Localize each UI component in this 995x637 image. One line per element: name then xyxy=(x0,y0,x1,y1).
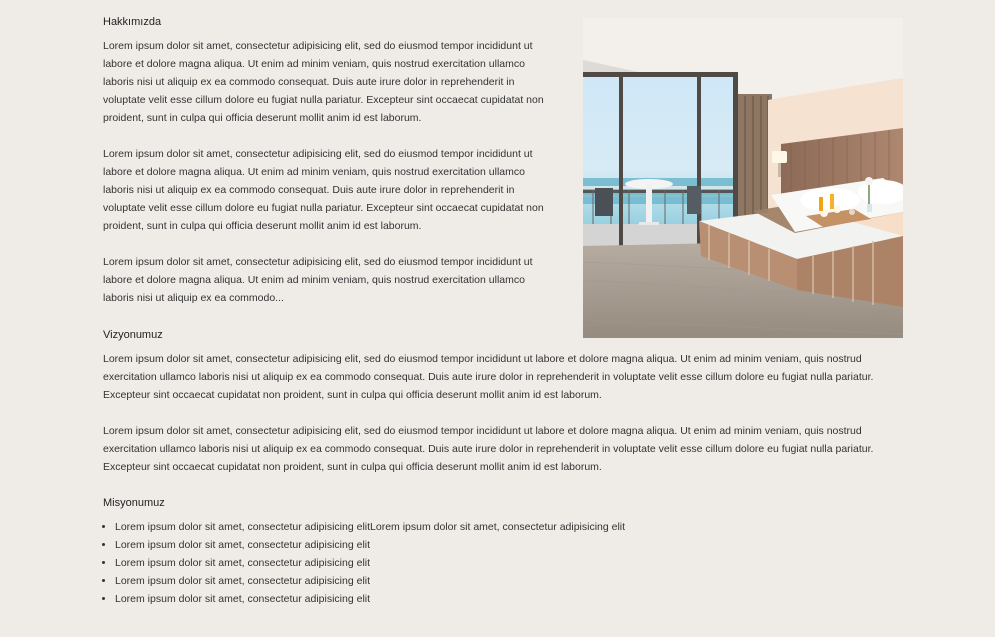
about-paragraph-2: Lorem ipsum dolor sit amet, consectetur adipisicing elit, sed do eiusmod tempor incididunt ut labore et dolore magna aliqua. Ut enim ad minim veniam, quis nostrud exercitation ullamco laboris nisi ut aliquip ex ea commodo consequat. Duis aute irure dolor in reprehenderit in voluptate velit esse cillum dolore eu fugiat nulla pariatur. Excepteur sint occaecat cupidatat non proident, sunt in culpa qui officia deserunt mollit anim id est laborum. xyxy=(103,148,544,232)
content-area xyxy=(103,14,903,608)
about-title: Hakkımızda xyxy=(103,16,162,28)
vision-paragraph-2: Lorem ipsum dolor sit amet, consectetur adipisicing elit, sed do eiusmod tempor incididunt ut labore et dolore magna aliqua. Ut enim ad minim veniam, quis nostrud exercitation ullamco laboris nisi ut aliquip ex ea commodo consequat. Duis aute irure dolor in reprehenderit in voluptate velit esse cillum dolore eu fugiat nulla pariatur. Excepteur sint occaecat cupidatat non proident, sunt in culpa qui officia deserunt mollit anim id est laborum. xyxy=(103,425,874,473)
mission-section xyxy=(103,495,903,608)
vision-section xyxy=(103,327,903,476)
mission-item: • Lorem ipsum dolor sit amet, consectetur adipisicing elit xyxy=(115,590,903,608)
mission-item: • Lorem ipsum dolor sit amet, consectetur adipisicing elit xyxy=(115,572,903,590)
mission-title: Misyonumuz xyxy=(103,497,165,509)
mission-item: • Lorem ipsum dolor sit amet, consectetur adipisicing elitLorem ipsum dolor sit amet, consectetur adipisicing elit xyxy=(115,518,903,536)
mission-item: • Lorem ipsum dolor sit amet, consectetur adipisicing elit xyxy=(115,536,903,554)
about-paragraph-3: Lorem ipsum dolor sit amet, consectetur adipisicing elit, sed do eiusmod tempor incididunt ut labore et dolore magna aliqua. Ut enim ad minim veniam, quis nostrud exercitation ullamco laboris nisi ut aliquip ex ea commodo... xyxy=(103,256,533,304)
mission-list xyxy=(103,518,903,608)
about-paragraph-1: Lorem ipsum dolor sit amet, consectetur adipisicing elit, sed do eiusmod tempor incididunt ut labore et dolore magna aliqua. Ut enim ad minim veniam, quis nostrud exercitation ullamco laboris nisi ut aliquip ex ea commodo consequat. Duis aute irure dolor in reprehenderit in voluptate velit esse cillum dolore eu fugiat nulla pariatur. Excepteur sint occaecat cupidatat non proident, sunt in culpa qui officia deserunt mollit anim id est laborum. xyxy=(103,40,544,124)
hotel-room-image xyxy=(583,18,903,338)
hotel-room-illustration xyxy=(583,18,903,338)
vision-title: Vizyonumuz xyxy=(103,329,163,341)
mission-item: • Lorem ipsum dolor sit amet, consectetur adipisicing elit xyxy=(115,554,903,572)
vision-paragraph-1: Lorem ipsum dolor sit amet, consectetur adipisicing elit, sed do eiusmod tempor incididunt ut labore et dolore magna aliqua. Ut enim ad minim veniam, quis nostrud exercitation ullamco laboris nisi ut aliquip ex ea commodo consequat. Duis aute irure dolor in reprehenderit in voluptate velit esse cillum dolore eu fugiat nulla pariatur. Excepteur sint occaecat cupidatat non proident, sunt in culpa qui officia deserunt mollit anim id est laborum. xyxy=(103,353,874,401)
